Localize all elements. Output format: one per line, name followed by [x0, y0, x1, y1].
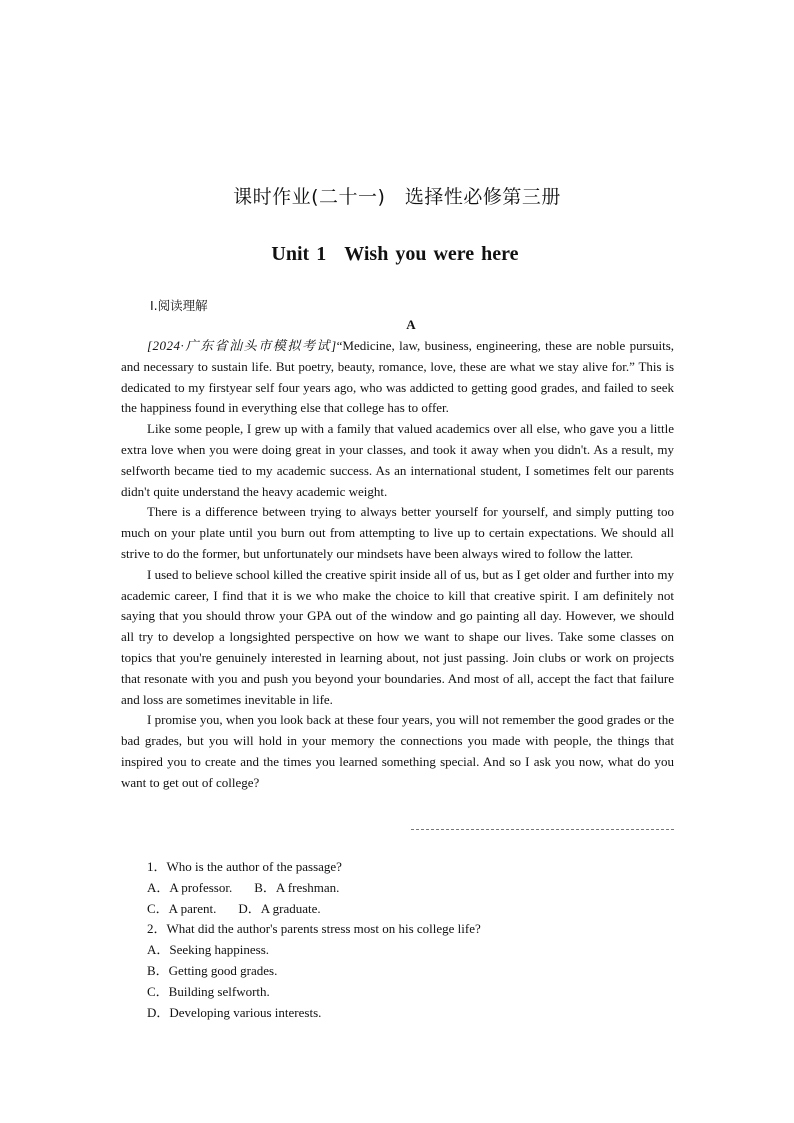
passage-source: [2024·广东省汕头市模拟考试] [147, 338, 337, 353]
option-row [147, 899, 687, 920]
unit-label: Unit 1 [271, 243, 327, 265]
option: A．A professor. [147, 879, 233, 895]
question-stem: 2．What did the author's parents stress most on his college life? [147, 921, 481, 937]
option: D．Developing various interests. [147, 1004, 322, 1020]
passage-body [121, 336, 674, 794]
page-title: 课时作业(二十一) 选择性必修第三册 [233, 186, 561, 208]
option: B．Getting good grades. [147, 962, 278, 978]
passage-paragraph: I promise you, when you look back at these four years, you will not remember the good grades or the bad grades, but you will hold in your memory the connections you made with people, the things that inspired you to create and the times you learned something special. And so I ask you now, what do you want to get out of college? [121, 712, 674, 790]
option-row [147, 878, 687, 899]
divider [411, 829, 674, 830]
question-stem: 1．Who is the author of the passage? [147, 859, 342, 874]
passage-paragraph: [2024·广东省汕头市模拟考试]“Medicine, law, business, engineering, these are noble pursuits, and necessary to sustain life. But poetry, beauty, romance, love, these are what we stay alive for.” This is dedicated to my firstyear self four years ago, who was addicted to getting good grades, and failed to seek the happiness found in everything else that college has to offer. [121, 338, 674, 416]
option: B．A freshman. [254, 879, 340, 895]
unit-title: Wish you were here [344, 243, 519, 265]
section-label: Ⅰ.阅读理解 [150, 298, 208, 313]
passage-letter: A [406, 317, 416, 332]
passage-paragraph: I used to believe school killed the creative spirit inside all of us, but as I get older and further into my academic career, I find that it is we who make the choice to kill that creative spirit. I am definitely not saying that you should throw your GPA out of the window and go painting all day. However, we should all try to develop a longsighted perspective on how we want to shape our lives. Take some classes on topics that you're genuinely interested in learning about, not just passing. Join clubs or work on projects that resonate with you and push you beyond your boundaries. And most of all, accept the fact that failure and loss are sometimes inevitable in life. [121, 566, 674, 707]
option: A．Seeking happiness. [147, 942, 270, 958]
passage-paragraph: Like some people, I grew up with a family that valued academics over all else, who gave you a little extra love when you were doing great in your classes, and took it away when you didn't. As a result, my selfworth became tied to my academic success. As an international student, I sometimes felt our parents didn't quite understand the heavy academic weight. [121, 421, 674, 499]
passage-paragraph: There is a difference between trying to always better yourself for yourself, and simply putting too much on your plate until you burn out from attempting to live up to certain expectations. We should all strive to do the former, but unfortunately our mindsets have been always wired to follow the latter. [121, 504, 674, 561]
option: D．A graduate. [238, 900, 321, 916]
question-list [147, 857, 687, 1023]
option: C．Building selfworth. [147, 983, 270, 999]
option: C．A parent. [147, 900, 217, 916]
unit-heading [0, 243, 790, 266]
